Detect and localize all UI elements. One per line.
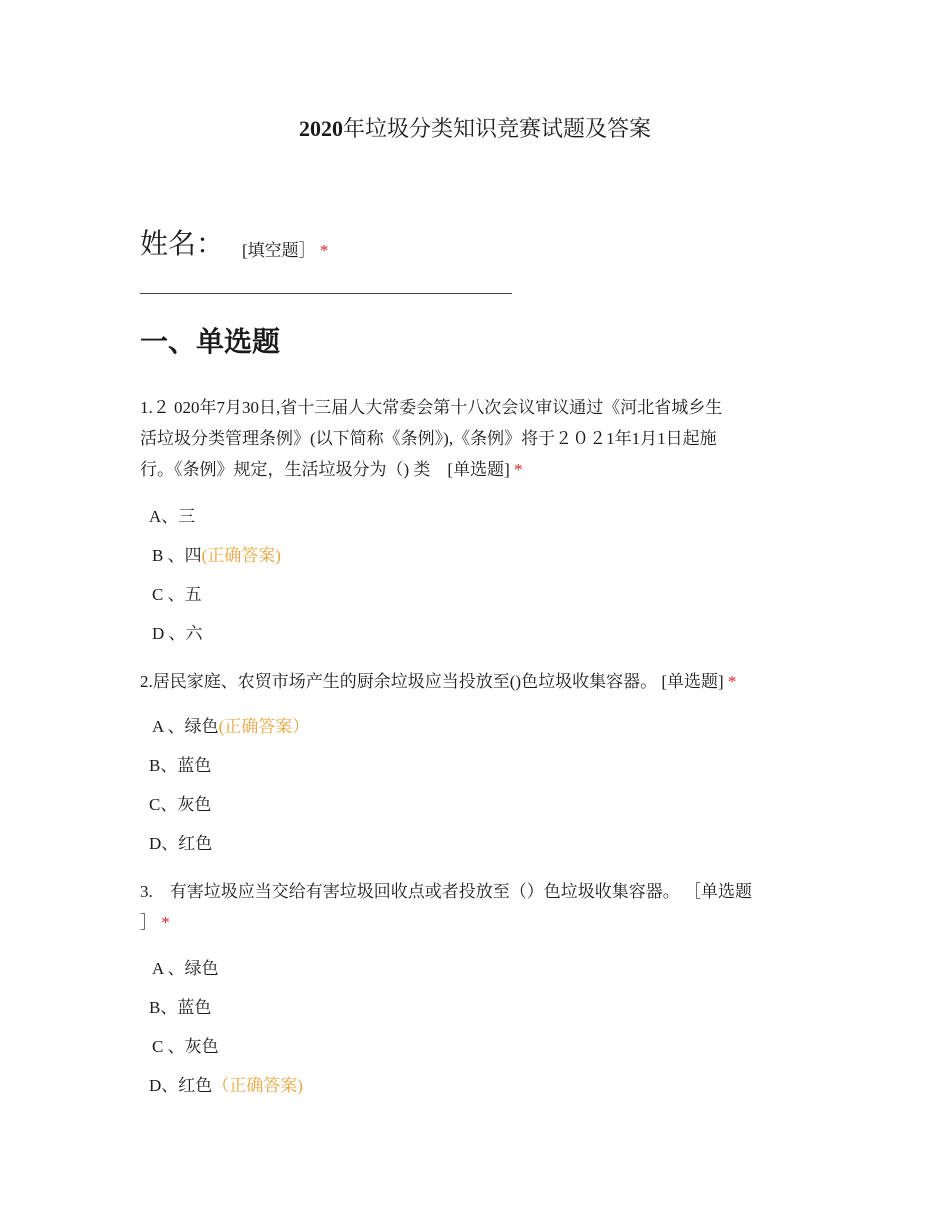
option-1c[interactable]: C 、五: [152, 585, 202, 604]
required-mark: *: [319, 241, 329, 260]
option-2b[interactable]: B、蓝色: [149, 756, 212, 775]
question-line: 2.居民家庭、农贸市场产生的厨余垃圾应当投放至()色垃圾收集容器。 [单选题] *: [140, 672, 737, 691]
required-mark: *: [161, 913, 170, 932]
required-mark: *: [513, 460, 523, 479]
name-type-tag: [填空题］: [242, 241, 316, 260]
option-3d[interactable]: D、红色（正确答案): [149, 1076, 303, 1095]
question-2: [140, 666, 736, 697]
option-2a[interactable]: A 、绿色(正确答案）: [152, 717, 310, 736]
option-1a[interactable]: A、三: [149, 507, 196, 526]
question-line: 1.２ 020年7月30日,省十三届人大常委会第十八次会议审议通过《河北省城乡生: [140, 398, 723, 417]
required-mark: *: [727, 672, 737, 691]
question-3: [140, 876, 752, 938]
question-line: 行。《条例》规定，生活垃圾分为（) 类 [单选题] *: [140, 460, 523, 479]
title-text: 年垃圾分类知识竞赛试题及答案: [342, 116, 651, 141]
question-line: ］ *: [140, 913, 170, 932]
question-line: 活垃圾分类管理条例》(以下简称《条例》),《条例》将于２０２1年1月1日起施: [140, 429, 717, 448]
option-3a[interactable]: A 、绿色: [152, 959, 219, 978]
correct-answer-mark: （正确答案): [212, 1076, 303, 1095]
correct-answer-mark: (正确答案): [201, 546, 281, 565]
option-2d[interactable]: D、红色: [149, 834, 213, 853]
question-line: 3. 有害垃圾应当交给有害垃圾回收点或者投放至（）色垃圾收集容器。 ［单选题: [140, 882, 752, 901]
option-3c[interactable]: C 、灰色: [152, 1037, 219, 1056]
page-title: [0, 112, 950, 143]
title-year: 2020: [298, 116, 343, 141]
option-1d[interactable]: D 、六: [152, 624, 203, 643]
name-input-line[interactable]: [140, 293, 512, 294]
name-question-type: [242, 236, 328, 261]
option-1b[interactable]: B 、四(正确答案): [152, 546, 281, 565]
correct-answer-mark: (正确答案）: [218, 717, 310, 736]
option-3b[interactable]: B、蓝色: [149, 998, 212, 1017]
section-title: 一、单选题: [140, 325, 281, 358]
name-label: 姓名：: [140, 229, 225, 260]
option-2c[interactable]: C、灰色: [149, 795, 212, 814]
question-1: [140, 392, 722, 485]
